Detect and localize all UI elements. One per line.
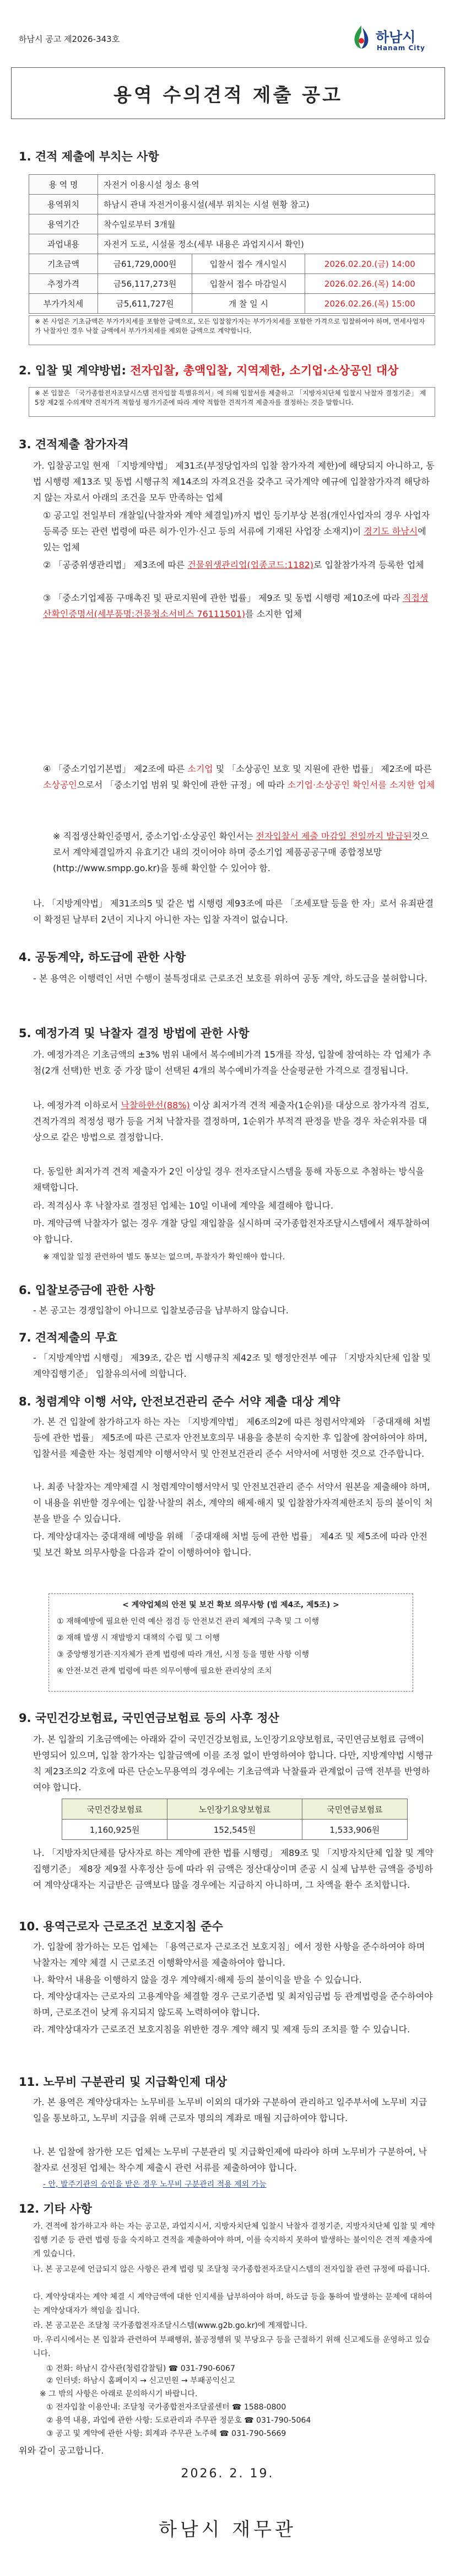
s12-contact-2: ② 인터넷: 하남시 홈페이지 → 신고민원 → 부패공익신고 [46, 2376, 235, 2385]
table-header-row [62, 1799, 408, 1820]
table-row [29, 195, 435, 214]
table-cell: 하남시 관내 자전거이용시설(세부 위치는 시설 현황 참고) [98, 195, 435, 214]
s12-na: 나. 본 공고문에 언급되지 않은 사항은 관계 법령 및 조달청 국가종합전자조달시스템의 전자입찰 관련 규정에 따릅니다. [33, 2265, 430, 2274]
s5-ga: 가. 예정가격은 기초금액의 ±3% 범위 내에서 복수예비가격 15개를 작성, 입찰에 참여하는 각 업체가 추첨(2개 선택)한 번호 중 가장 많이 선택된 4개의 복수예비가격을 산술평균한 가격으로 결정됩니다. [33, 1049, 431, 1076]
s3-g1-tail: 에 있는 업체 [43, 526, 426, 552]
s11-note: - 안, 발주기관의 승인을 받은 경우 노무비 구분관리 적용 제외 가능 [43, 2180, 267, 2189]
table-cell: 자전거 도로, 시설물 정소(세부 내용은 과업지시서 확인) [98, 234, 435, 254]
table-cell: 용역위치 [29, 195, 98, 214]
safety-duty-item-1: ① 재해예방에 필요한 인력 예산 점검 등 안전보건 관리 체계의 구축 및 그 이행 [57, 1617, 319, 1626]
section-9-heading: 9. 국민건강보험료, 국민연금보험료 등의 사후 정산 [19, 1711, 279, 1725]
vat-note-box [29, 315, 435, 345]
s3-g2-highlight: 건물위생관리업(업종코드:1182) [187, 560, 313, 570]
s5-na-tail: 이상 최저가격 견적 제출자(1순위)를 대상으로 참가자격 검토, 견적가격의 적정성 평가 등을 거쳐 낙찰자를 결정하며, 1순위가 부적격 판정을 받을 경우 차순위자를 대상으로 같은 방법으로 결정합니다. [33, 1100, 430, 1142]
notice-date: 2026. 2. 19. [181, 2467, 274, 2481]
section-2-heading [19, 362, 398, 378]
s3-g4-mid: 및 「소상공인 보호 및 지원에 관한 법률」 제2조에 따른 [215, 764, 432, 774]
table-row [29, 234, 435, 254]
table-cell: 용 역 명 [29, 175, 98, 195]
section-5-heading: 5. 예정가격 및 낙찰자 결정 방법에 관한 사항 [19, 1027, 250, 1040]
bid-open-datetime: 2026.02.20.(금) 14:00 [305, 254, 435, 274]
section-4-heading: 4. 공동계약, 하도급에 관한 사항 [19, 951, 186, 964]
s12-contact-1: ① 전화: 하남시 감사관(청렴감찰팀) ☎ 031-790-6067 [46, 2364, 235, 2373]
s5-da: 다. 동일한 최저가격 견적 제출자가 2인 이상일 경우 전자조달시스템을 통해 자동으로 추첨하는 방식을 채택합니다. [33, 1166, 424, 1193]
base-price-cell: 금61,729,000원 [98, 254, 192, 274]
table-cell: 기초금액 [29, 254, 98, 274]
safety-duty-item-4: ④ 안전·보건 관계 법령에 따른 의무이행에 필요한 관리상의 조치 [57, 1667, 272, 1676]
table-row [29, 254, 435, 274]
s3-g4-highlight-1: 소기업 [187, 764, 213, 774]
s8-ga: 가. 본 건 입찰에 참가하고자 하는 자는 「지방계약법」 제6조의2에 따른 청렴서약제와 「중대재해 처벌 등에 관한 법률」 제5조에 따른 근로자 안전보호의무 내용을 충분히 숙지한 후 입찰에 참여하여야 하며, 입찰서를 제출한 자는 청렴계약 이행서약서 및 안전보건관리 준수 서약서에 서명한 것으로 간주합니다. [33, 1416, 431, 1459]
s3-g4-note-tail: 것으로서 계약체결일까지 유효기간 내의 것이어야 하며 중소기업 제품공공구매 종합정보망(http://www.smpp.go.kr)을 통해 확인할 수 있어야 함. [53, 831, 429, 873]
s12-ma: 마. 우리시에서는 본 입찰과 관련하여 부패행위, 불공정행위 및 부당요구 등을 근절하기 위해 신고제도를 운영하고 있습니다. [33, 2336, 430, 2358]
s5-na [33, 1097, 435, 1145]
s10-ga: 가. 입찰에 참가하는 모든 업체는 「용역근로자 근로조건 보호지침」에서 정한 사항을 준수하여야 하며 낙찰자는 계약 체결 시 근로조건 이행확약서를 제출하여야 합니다. [33, 1941, 425, 1968]
table-cell: 152,545원 [167, 1820, 302, 1840]
table-cell: 추정가격 [29, 274, 98, 294]
table-cell: 과업내용 [29, 234, 98, 254]
s3-g3-highlight: 직접생산확인증명서(세부품명:건물청소서비스 76111501) [43, 593, 429, 619]
s8-da: 다. 계약상대자는 중대재해 예방을 위해 「중대재해 처벌 등에 관한 법률」 제4조 및 제5조에 따라 안전 및 보건 확보 의무사항을 다음과 같이 이행하여야 합니다. [33, 1531, 427, 1558]
s5-note: ※ 재입찰 일정 관련하여 별도 통보는 없으며, 투찰자가 확인해야 합니다. [43, 1253, 285, 1262]
s3-g2-tail: 로 입찰참가자격 등록한 업체 [313, 560, 424, 570]
s5-ra: 라. 적격심사 후 낙찰자로 결정된 업체는 10일 이내에 계약을 체결해야 합니다. [33, 1200, 334, 1211]
section-7-heading: 7. 견적제출의 무효 [19, 1331, 118, 1344]
s3-g4-text: ④ 「중소기업기본법」 제2조에 따른 [43, 764, 185, 774]
table-header: 노인장기요양보험료 [167, 1799, 302, 1820]
safety-duty-box [48, 1593, 413, 1692]
s3-g1 [43, 507, 435, 555]
s12-ra: 라. 본 공고문은 조달청 국가종합전자조달시스템(www.g2b.go.kr)에 게재합니다. [33, 2321, 307, 2330]
s3-g1-highlight: 경기도 하남시 [364, 526, 418, 536]
s4-body: - 본 용역은 이행력인 서면 수행이 불특정대로 근로조건 보호를 위하여 공동 계약, 하도급을 불허합니다. [33, 973, 427, 984]
s12-contact-4: ① 전자입찰 이용안내: 조달청 국가종합전자조달콜센터 ☎ 1588-0800 [46, 2403, 286, 2412]
section-12-heading: 12. 기타 사항 [19, 2202, 92, 2215]
safety-duty-item-3: ③ 중앙행정기관·지자체가 관계 법령에 따라 개선, 시정 등을 명한 사항 이행 [57, 1650, 310, 1659]
s5-ma: 마. 계약금액 낙찰자가 없는 경우 개찰 당일 재입찰을 실시하며 국가종합전자조달시스템에서 재투찰하여야 합니다. [33, 1218, 430, 1244]
table-row [29, 175, 435, 195]
s3-g4-note-highlight: 전자입찰서 제출 마감일 전일까지 발급된 [256, 831, 412, 841]
table-cell: 착수일로부터 3개월 [98, 214, 435, 234]
safety-duty-item-2: ② 재해 발생 시 재발방지 대책의 수립 및 그 이행 [57, 1634, 220, 1643]
section-6-heading: 6. 입찰보증금에 관한 사항 [19, 1284, 155, 1297]
s3-g4-note [53, 828, 435, 876]
table-cell: 금5,611,727원 [98, 294, 192, 314]
s11-ga: 가. 본 용역은 계약상대자는 노무비를 노무비 이외의 대가와 구분하여 관리하고 일주부서에 노무비 지급일을 통보하고, 노무비 지급을 위해 근로자 명의의 계좌로 매월 지급하여야 합니다. [33, 2097, 427, 2123]
table-cell: 개 찰 일 시 [192, 294, 305, 314]
table-cell: 금56,117,273원 [98, 274, 192, 294]
signatory: 하남시 재무관 [159, 2519, 296, 2541]
table-cell: 입찰서 접수 마감일시 [192, 274, 305, 294]
table-cell: 자전거 이용시설 청소 용역 [98, 175, 435, 195]
s3-ga: 가. 입찰공고일 현재 「지방계약법」 제31조(부정당업자의 입찰 참가자격 제한)에 해당되지 아니하고, 동법 시행령 제13조 및 동법 시행규칙 제14조의 자격요건을 갖추고 국가계약 예규에 입찰참가자격 해당하지 않는 자로서 아래의 조건을 모두 만족하는 업체 [33, 460, 435, 503]
insurance-table [62, 1799, 408, 1840]
notice-number: 하남시 공고 제2026-343호 [19, 34, 120, 44]
s3-g3 [43, 590, 435, 622]
s3-g3-tail: 를 소지한 업체 [245, 609, 302, 619]
section-11-heading: 11. 노무비 구분관리 및 지급확인제 대상 [19, 2075, 228, 2089]
s12-contact-6: ③ 공고 및 계약에 관한 사항: 회계과 주무관 노주혜 ☎ 031-790-5669 [46, 2429, 286, 2438]
s12-contact-3: ※ 그 밖의 사항은 아래로 문의하시기 바랍니다. [40, 2390, 198, 2398]
bid-info-table [29, 174, 435, 314]
s8-na: 나. 최종 낙찰자는 계약체결 시 청렴계약이행서약서 및 안전보건관리 준수 서약서 원본을 제출해야 하며, 이 내용을 위반할 경우에는 입찰·낙찰의 취소, 계약의 해제·해지 및 입찰참가자격제한조치 등의 불이익 처분을 받을 수 있습니다. [33, 1482, 433, 1524]
title-box [11, 67, 445, 119]
section-8-heading: 8. 청렴계약 이행 서약, 안전보건관리 준수 서약 제출 대상 계약 [19, 1395, 340, 1408]
table-header: 국민건강보험료 [62, 1799, 167, 1820]
table-cell: 부가가치세 [29, 294, 98, 314]
page-title: 용역 수의견적 제출 공고 [113, 84, 343, 106]
table-cell: 용역기간 [29, 214, 98, 234]
opening-datetime: 2026.02.26.(목) 15:00 [305, 294, 435, 314]
bid-close-datetime: 2026.02.26.(목) 14:00 [305, 274, 435, 294]
s3-g2 [43, 557, 435, 573]
section-1-heading: 1. 견적 제출에 부치는 사항 [19, 150, 159, 163]
logo-korean-name: 하남시 [376, 29, 416, 45]
vat-note: ※ 본 사업은 기초금액은 부가가치세를 포함한 금액으로, 모든 입찰참가자는 부가가치세를 포함한 가격으로 입찰하여야 하며, 면세사업자가 낙찰자인 경우 낙찰 금액에서 부가가치세를 제외한 금액으로 계약합니다. [35, 318, 425, 335]
table-cell: 1,160,925원 [62, 1820, 167, 1840]
section-10-heading: 10. 용역근로자 근로조건 보호지침 준수 [19, 1920, 223, 1933]
s3-g4-highlight-3: 소기업·소상공인 확인서를 소지한 업체 [287, 780, 435, 790]
s10-ra: 라. 계약상대자가 근로조건 보호지침을 위반한 경우 계약 해지 및 제재 등의 조치를 할 수 있습니다. [33, 2024, 410, 2035]
safety-duty-box-title: < 계약업체의 안전 및 보건 확보 의무사항 (법 제4조, 제5조) > [122, 1601, 339, 1609]
s3-g2-text: ② 「공중위생관리법」 제3조에 따른 [43, 560, 185, 570]
contract-method: 전자입찰, 총액입찰, 지역제한, 소기업·소상공인 대상 [130, 364, 399, 377]
closing-statement: 위와 같이 공고합니다. [19, 2445, 104, 2456]
s3-g4-note-text: ※ 직접생산확인증명서, 중소기업·소상공인 확인서는 [53, 831, 253, 841]
s12-contact-5: ② 용역 내용, 과업에 관한 사항: 도로관리과 주무관 정문호 ☎ 031-790-5064 [46, 2416, 311, 2425]
table-cell: 입찰서 접수 개시일시 [192, 254, 305, 274]
s9-na: 나. 「지방자치단체를 당사자로 하는 계약에 관한 법률 시행령」 제89조 및 「지방자치단체 입찰 및 계약 집행기준」 제8장 제9절 사후정산 등에 따라 위 금액은 정산대상이며 준공 시 실제 납부한 금액을 증빙하여 계약상대자는 지급받은 금액보다 많을 경우에는 지급하지 아니하며, 그 차액을 환수 조치합니다. [33, 1848, 434, 1890]
section-3-heading: 3. 견적제출 참가자격 [19, 438, 129, 451]
s3-g3-text: ③ 「중소기업제품 구매촉진 및 판로지원에 관한 법률」 제9조 및 동법 시행령 제10조에 따라 [43, 593, 400, 603]
section-2-note-box [29, 387, 435, 417]
s5-na-text: 나. 예정가격 이하로서 [33, 1100, 118, 1110]
s10-da: 다. 계약상대자는 근로자의 고용계약을 체결할 경우 근로기준법 및 최저임금법 등 관계법령을 준수하여야 하며, 근로조건이 낮게 유지되지 않도록 노력하여야 합니다. [33, 1991, 433, 2017]
s5-na-highlight: 낙찰하한선(88%) [121, 1100, 190, 1110]
hanam-emblem-icon [350, 24, 372, 50]
table-cell: 1,533,906원 [302, 1820, 407, 1840]
s11-na: 나. 본 입찰에 참가한 모든 업체는 노무비 구분관리 및 지급확인제에 따라야 하며 노무비가 구분하여, 낙찰자로 선정된 업체는 착수계 제출시 관련 서류를 제출하여야 합니다. [33, 2146, 427, 2173]
s7-body: - 「지방계약법 시행령」 제39조, 같은 법 시행규칙 제42조 및 행정안전부 예규 「지방자치단체 입찰 및 계약집행기준」 입찰유의서에 의합니다. [33, 1353, 431, 1379]
table-header: 국민연금보험료 [302, 1799, 407, 1820]
hanam-logo [350, 22, 433, 61]
s3-na: 나. 「지방계약법」 제31조의5 및 같은 법 시행령 제93조에 따른 「조세포탈 등을 한 자」로서 유죄판결이 확정된 날부터 2년이 지나지 아니한 자는 입찰 자격이 없습니다. [33, 898, 434, 925]
section-2-heading-prefix: 2. 입찰 및 계약방법: [19, 364, 131, 377]
s6-body: - 본 공고는 경쟁입찰이 아니므로 입찰보증금을 납부하지 않습니다. [33, 1305, 289, 1316]
s12-ga: 가. 견적에 참가하고자 하는 자는 공고문, 과업지시서, 지방자치단체 입찰시 낙찰자 결정기준, 지방자치단체 입찰 및 계약집행 기준 등 관련 법령 등을 숙지하고 견적을 제출하여야 하며, 이를 숙지하지 못하여 발생하는 불이익은 견적 제출자에게 있습니다. [33, 2222, 435, 2258]
table-row [29, 274, 435, 294]
s3-g1-text: ① 공고일 전일부터 개찰일(낙찰자와 계약 체결일)까지 법인 등기부상 본점(개인사업자의 경우 사업자등록증 또는 관련 법령에 따른 허가·인가·신고 등의 서류에 기재된 사업장 소재지)이 [43, 510, 430, 536]
s3-g4 [43, 761, 435, 793]
s10-na: 나. 확약서 내용을 이행하지 않을 경우 계약해지·해제 등의 불이익을 받을 수 있습니다. [33, 1974, 362, 1985]
section-2-note: ※ 본 입찰은 「국가종합전자조달시스템 전자입찰 특별유의서」에 의해 입찰서를 제출하고 「지방자치단체 입찰시 낙찰자 결정기준」 제5장 제2절 수의계약 견적가격 적합성 평가기준에 따라 계약 적합한 견적가격 제출자를 결정하는 것을 말합니다. [35, 389, 426, 406]
s3-g4-highlight-2: 소상공인 [43, 780, 77, 790]
s9-ga: 가. 본 입찰의 기초금액에는 아래와 같이 국민건강보험료, 노인장기요양보험료, 국민연금보험료 금액이 반영되어 있으며, 입찰 참가자는 입찰금액에 이를 조정 없이 반영하여야 합니다. 다만, 지방계약법 시행규칙 제23조의2 각호에 따른 단순노무용역의 경우에는 기초금액과 낙찰률과 관계없이 금액 전부를 반영하여야 합니다. [33, 1734, 433, 1793]
s3-g4-tail: 으로서 「중소기업 범위 및 확인에 관한 규정」에 따라 [77, 780, 285, 790]
table-row [62, 1820, 408, 1840]
table-row [29, 214, 435, 234]
s12-da: 다. 계약상대자는 계약 체결 시 계약금액에 대한 인지세를 납부하여야 하며, 하도급 등을 통하여 발생하는 문제에 대하여는 계약상대자가 책임을 집니다. [33, 2293, 432, 2315]
logo-english-name: Hanam City [377, 44, 425, 52]
table-row [29, 294, 435, 314]
